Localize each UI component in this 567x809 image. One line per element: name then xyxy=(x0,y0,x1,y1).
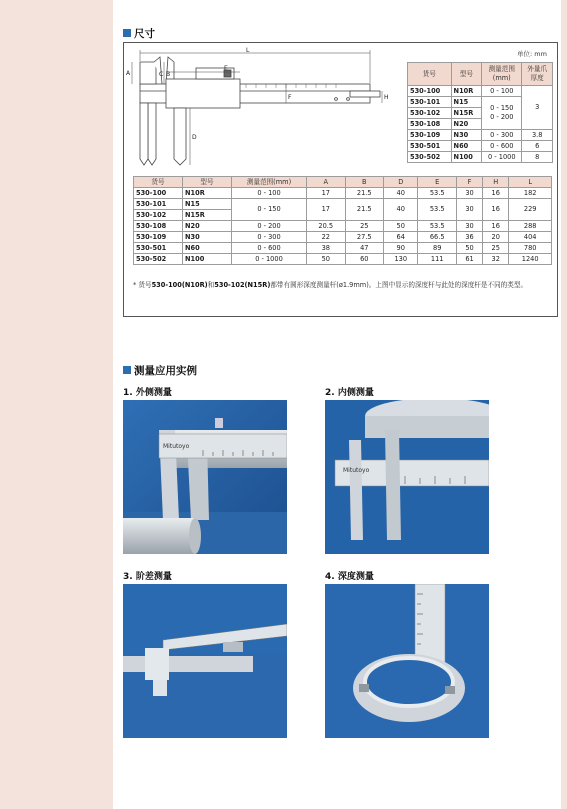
cell-f: 30 xyxy=(456,188,482,199)
dim-label-a: A xyxy=(126,70,131,77)
table-row xyxy=(134,199,552,210)
photo-step-measurement xyxy=(123,584,287,738)
table-row xyxy=(408,141,553,152)
col-header-b: B xyxy=(345,177,384,188)
col-header-thickness: 外量爪 厚度 xyxy=(522,63,553,86)
cell-f: 61 xyxy=(456,254,482,265)
cell-model: N15R xyxy=(183,210,232,221)
table-row xyxy=(134,232,552,243)
cell-code: 530-100 xyxy=(408,86,452,97)
caption-outside-measurement: 1. 外侧测量 xyxy=(123,388,172,398)
cell-l: 182 xyxy=(509,188,552,199)
cell-b: 60 xyxy=(345,254,384,265)
col-header-a: A xyxy=(307,177,346,188)
cell-model: N15R xyxy=(451,108,482,119)
cell-a: 17 xyxy=(307,199,346,221)
brand-label-2: Mitutoyo xyxy=(343,467,370,474)
cell-range: 0 - 600 xyxy=(232,243,307,254)
unit-label: 单位: mm xyxy=(517,50,547,58)
cell-code: 530-502 xyxy=(408,152,452,163)
section-marker-icon xyxy=(123,29,131,37)
dim-label-f: F xyxy=(288,94,292,101)
col-header-code: 货号 xyxy=(134,177,183,188)
table-header-row xyxy=(408,63,553,86)
cell-code: 530-101 xyxy=(134,199,183,210)
cell-range: 0 - 600 xyxy=(482,141,522,152)
cell-thickness: 6 xyxy=(522,141,553,152)
cell-thickness: 8 xyxy=(522,152,553,163)
specification-table xyxy=(133,176,552,265)
cell-d: 64 xyxy=(384,232,418,243)
cell-model: N100 xyxy=(183,254,232,265)
cell-a: 50 xyxy=(307,254,346,265)
cell-h: 16 xyxy=(483,199,509,221)
cell-code: 530-108 xyxy=(134,221,183,232)
cell-d: 40 xyxy=(384,199,418,221)
cell-code: 530-109 xyxy=(408,130,452,141)
cell-l: 780 xyxy=(509,243,552,254)
cell-range: 0 - 300 xyxy=(482,130,522,141)
cell-h: 32 xyxy=(483,254,509,265)
brand-label-1: Mitutoyo xyxy=(163,443,190,450)
col-header-range: 测量范围 (mm) xyxy=(482,63,522,86)
dim-label-l: L xyxy=(246,47,250,54)
cell-e: 66.5 xyxy=(418,232,457,243)
photo-inside-measurement xyxy=(325,400,489,554)
cell-l: 288 xyxy=(509,221,552,232)
col-header-f: F xyxy=(456,177,482,188)
cell-model: N20 xyxy=(451,119,482,130)
cell-b: 47 xyxy=(345,243,384,254)
cell-range: 0 - 200 xyxy=(232,221,307,232)
cell-d: 130 xyxy=(384,254,418,265)
cell-code: 530-102 xyxy=(408,108,452,119)
cell-b: 25 xyxy=(345,221,384,232)
dimensions-section-title: 尺寸 xyxy=(123,26,155,41)
col-header-code: 货号 xyxy=(408,63,452,86)
cell-d: 90 xyxy=(384,243,418,254)
cell-f: 36 xyxy=(456,232,482,243)
table-row xyxy=(134,188,552,199)
table-row xyxy=(134,254,552,265)
cell-code: 530-101 xyxy=(408,97,452,108)
col-header-e: E xyxy=(418,177,457,188)
cell-e: 53.5 xyxy=(418,188,457,199)
cell-e: 89 xyxy=(418,243,457,254)
cell-h: 25 xyxy=(483,243,509,254)
cell-d: 50 xyxy=(384,221,418,232)
footnote: * 货号530-100(N10R)和530-102(N15R)都带有圆形深度测量杆(ø1.9mm)。上图中显示的深度杆与此处的深度杆是不同的类型。 xyxy=(133,281,528,289)
cell-model: N30 xyxy=(451,130,482,141)
cell-model: N10R xyxy=(451,86,482,97)
dim-label-h: H xyxy=(384,94,389,101)
cell-thickness: 3 xyxy=(522,86,553,130)
range-thickness-table xyxy=(407,62,553,163)
cell-a: 17 xyxy=(307,188,346,199)
cell-a: 38 xyxy=(307,243,346,254)
dim-label-b: B xyxy=(166,71,171,78)
cell-l: 404 xyxy=(509,232,552,243)
cell-model: N60 xyxy=(183,243,232,254)
cell-code: 530-108 xyxy=(408,119,452,130)
section-marker-icon xyxy=(123,366,131,374)
dim-label-e: E xyxy=(224,65,228,72)
cell-h: 20 xyxy=(483,232,509,243)
table-row xyxy=(408,130,553,141)
cell-f: 50 xyxy=(456,243,482,254)
table-row xyxy=(408,86,553,97)
photo-depth-measurement xyxy=(325,584,489,738)
caption-inside-measurement: 2. 内侧测量 xyxy=(325,388,374,398)
cell-model: N20 xyxy=(183,221,232,232)
cell-model: N30 xyxy=(183,232,232,243)
cell-model: N60 xyxy=(451,141,482,152)
cell-b: 21.5 xyxy=(345,188,384,199)
col-header-d: D xyxy=(384,177,418,188)
cell-e: 53.5 xyxy=(418,221,457,232)
col-header-model: 型号 xyxy=(183,177,232,188)
col-header-l: L xyxy=(509,177,552,188)
cell-b: 27.5 xyxy=(345,232,384,243)
cell-range: 0 - 1000 xyxy=(482,152,522,163)
cell-a: 22 xyxy=(307,232,346,243)
cell-b: 21.5 xyxy=(345,199,384,221)
caption-step-measurement: 3. 阶差测量 xyxy=(123,572,172,582)
cell-l: 229 xyxy=(509,199,552,221)
cell-code: 530-100 xyxy=(134,188,183,199)
cell-code: 530-109 xyxy=(134,232,183,243)
table-header-row xyxy=(134,177,552,188)
cell-code: 530-501 xyxy=(134,243,183,254)
cell-model: N10R xyxy=(183,188,232,199)
cell-range: 0 - 150 xyxy=(232,199,307,221)
cell-code: 530-501 xyxy=(408,141,452,152)
cell-model: N15 xyxy=(451,97,482,108)
cell-e: 53.5 xyxy=(418,199,457,221)
table-row xyxy=(134,221,552,232)
table-row xyxy=(134,243,552,254)
cell-l: 1240 xyxy=(509,254,552,265)
cell-range: 0 - 300 xyxy=(232,232,307,243)
right-margin-band xyxy=(561,0,567,809)
dim-label-d: D xyxy=(192,134,197,141)
cell-range: 0 - 150 0 - 200 xyxy=(482,97,522,130)
cell-thickness: 3.8 xyxy=(522,130,553,141)
cell-f: 30 xyxy=(456,199,482,221)
cell-d: 40 xyxy=(384,188,418,199)
cell-code: 530-502 xyxy=(134,254,183,265)
cell-range: 0 - 100 xyxy=(482,86,522,97)
cell-f: 30 xyxy=(456,221,482,232)
cell-a: 20.5 xyxy=(307,221,346,232)
cell-range: 0 - 1000 xyxy=(232,254,307,265)
caption-depth-measurement: 4. 深度测量 xyxy=(325,572,374,582)
cell-model: N15 xyxy=(183,199,232,210)
cell-code: 530-102 xyxy=(134,210,183,221)
cell-e: 111 xyxy=(418,254,457,265)
col-header-range: 测量范围(mm) xyxy=(232,177,307,188)
cell-range: 0 - 100 xyxy=(232,188,307,199)
col-header-h: H xyxy=(483,177,509,188)
cell-h: 16 xyxy=(483,188,509,199)
col-header-model: 型号 xyxy=(451,63,482,86)
applications-section-title: 测量应用实例 xyxy=(123,363,197,378)
cell-model: N100 xyxy=(451,152,482,163)
photo-outside-measurement xyxy=(123,400,287,554)
left-margin-band xyxy=(0,0,113,809)
cell-h: 16 xyxy=(483,221,509,232)
caliper-dimension-diagram xyxy=(126,47,396,172)
dim-label-c: C xyxy=(159,71,164,78)
table-row xyxy=(408,152,553,163)
